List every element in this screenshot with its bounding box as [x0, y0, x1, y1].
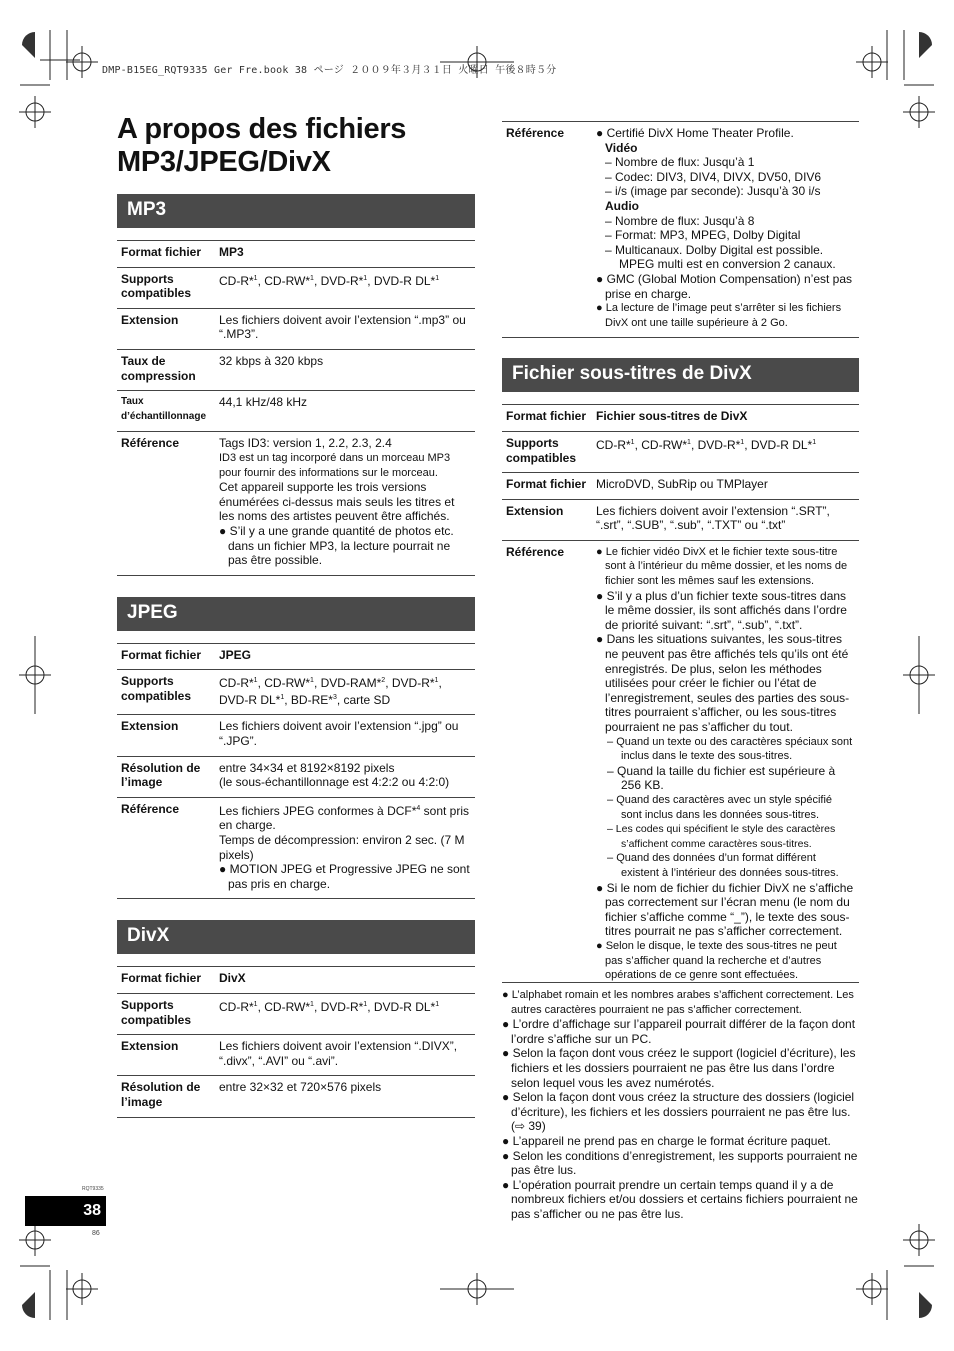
row-value — [592, 122, 859, 338]
table-row — [117, 967, 475, 994]
ref-line: Cet appareil supporte les trois versions énumérées ci-dessus mais seuls les titres et les noms des artistes peuvent être affichés. — [219, 480, 455, 524]
ref-bullet: ● Si le nom de fichier du fichier DivX ne s’affiche pas correctement sur l’écran menu (le nom du fichier s’affiche comme “_”), le texte des sous-titres pourrait ne pas s’afficher correctement. — [596, 880, 854, 939]
row-value — [215, 432, 475, 575]
table-row — [117, 432, 475, 575]
row-label: Extension — [117, 1035, 215, 1076]
row-label: Extension — [117, 715, 215, 756]
jpeg-spec-table — [117, 643, 475, 900]
ref-bullet: ● S’il y a une grande quantité de photos etc. dans un fichier MP3, la lecture pourrait ne pas être possible. — [219, 523, 454, 568]
row-label: Référence — [117, 797, 215, 899]
ref-dash: – Les codes qui spécifient le style des caractères s’affichent comme caractères sous-titres. — [607, 823, 836, 850]
row-value: Les fichiers doivent avoir l’extension “.mp3” ou “.MP3”. — [215, 308, 475, 349]
table-row — [502, 473, 859, 500]
row-label: Supports compatibles — [117, 267, 215, 308]
row-value: Les fichiers doivent avoir l’extension “.jpg” ou “.JPG”. — [215, 715, 475, 756]
table-row — [117, 670, 475, 715]
table-row — [117, 1076, 475, 1117]
ref-dash: – Codec: DIV3, DIV4, DIVX, DV50, DIV6 — [605, 169, 822, 184]
note-item: ● L’alphabet romain et les nombres arabes s’affichent correctement. Les autres caractères pourraient ne pas s’afficher correctement. — [502, 989, 854, 1016]
ref-bullet: ● Certifié DivX Home Theater Profile. — [596, 126, 794, 140]
general-notes — [502, 982, 859, 1222]
row-value: CD-R*$^1$, CD-RW*$^1$, DVD-R*$^1$, DVD-R DL*$^1$ — [592, 431, 859, 472]
ref-bullet: ● Le fichier vidéo DivX et le fichier texte sous-titre sont à l’intérieur du même dossier, et les noms de fichier sont les mêmes sauf les extensions. — [596, 545, 848, 588]
right-column — [502, 121, 859, 990]
row-label: Format fichier — [117, 967, 215, 994]
row-label: Supports compatibles — [502, 431, 592, 472]
ref-dash: – i/s (image par seconde): Jusqu’à 30 i/s — [605, 184, 821, 199]
row-label: Format fichier — [117, 241, 215, 268]
section-heading-mp3: MP3 — [117, 194, 475, 228]
row-label: Format fichier — [117, 643, 215, 670]
row-value: CD-R*$^1$, CD-RW*$^1$, DVD-RAM*$^2$, DVD-R*$^1$, DVD-R DL*$^1$, BD-RE*$^3$, carte SD — [215, 670, 475, 715]
ref-dash: – Quand des caractères avec un style spécifié sont inclus dans les données sous-titres. — [607, 793, 833, 821]
res-line: (le sous-échantillonnage est 4:2:2 ou 4:2:0) — [219, 775, 450, 790]
row-label: Supports compatibles — [117, 670, 215, 715]
row-value: DivX — [215, 967, 475, 994]
row-label: Supports compatibles — [117, 994, 215, 1035]
section-heading-jpeg: JPEG — [117, 597, 475, 631]
res-line: entre 34×34 et 8192×8192 pixels — [219, 760, 395, 775]
ref-dash: – Quand un texte ou des caractères spéciaux sont inclus dans le texte des sous-titres. — [607, 735, 853, 763]
note-item: ● L’appareil ne prend pas en charge le format écriture paquet. — [502, 1133, 831, 1148]
table-row — [117, 643, 475, 670]
row-label: Référence — [117, 432, 215, 575]
row-value: Les fichiers doivent avoir l’extension “.SRT”, “.srt”, “.SUB”, “.sub”, “.TXT” ou “.txt” — [592, 499, 859, 540]
mp3-spec-table — [117, 240, 475, 576]
print-header: DMP-B15EG_RQT9335 Ger Fre.book 38 ページ ２００９年３月３１日 火曜日 午後８時５分 — [102, 65, 557, 76]
ref-bullet: ● Dans les situations suivantes, les sous-titres ne peuvent pas être affichés tels qu’ils ont été enregistrés. De plus, selon les méthodes utilisées pour créer le fichier ou l’état de l’enregistrement, seules des parties des sous-titres pourraient s’afficher, ou les sous-titres pourraient ne pas s’afficher du tout. — [596, 632, 850, 734]
row-label: Référence — [506, 544, 565, 559]
alt-page-number: 86 — [92, 1230, 100, 1237]
note-item: ● L’ordre d’affichage sur l’appareil pourrait différer de la façon dont l’ordre s’affiche sur un PC. — [502, 1017, 856, 1046]
ref-line: Les fichiers JPEG conformes à DCF*$^4$ sont pris en charge. — [219, 803, 469, 833]
divx-reference-table — [502, 121, 859, 338]
note-item: ● Selon les conditions d’enregistrement, les supports pourraient ne pas être lus. — [502, 1148, 858, 1178]
subtitles-spec-table — [502, 404, 859, 989]
table-row — [117, 797, 475, 899]
note-item: ● Selon la façon dont vous créez le support (logiciel d’écriture), les fichiers et les dossiers pourraient ne pas être lus dans l’ordre selon lequel vous les avez numérotés. — [502, 1046, 856, 1090]
row-value: 44,1 kHz/48 kHz — [215, 391, 475, 432]
row-label: Extension — [502, 499, 592, 540]
table-row — [502, 540, 859, 989]
ref-bullet: ● S’il y a plus d’un fichier texte sous-titres dans le même dossier, ils sont affichés dans l’ordre de priorité suivant: “.srt”, “.sub”, “.txt”. — [596, 588, 847, 632]
row-value: CD-R*$^1$, CD-RW*$^1$, DVD-R*$^1$, DVD-R DL*$^1$ — [215, 994, 475, 1035]
row-value: MP3 — [215, 241, 475, 268]
note-item: ● Selon la façon dont vous créez la structure des dossiers (logiciel d’écriture), les fichiers et les dossiers pourraient ne pas être lus. (⇨ 39) — [502, 1090, 855, 1134]
ref-dash: – Format: MP3, MPEG, Dolby Digital — [605, 228, 801, 243]
row-value: Fichier sous-titres de DivX — [592, 405, 859, 432]
ref-bullet: ● MOTION JPEG et Progressive JPEG ne sont pas pris en charge. — [219, 862, 470, 891]
page-number: 38 — [25, 1196, 106, 1226]
table-row — [117, 349, 475, 390]
table-row — [117, 241, 475, 268]
row-label: Taux d’échantillonnage — [117, 391, 215, 432]
divx-spec-table — [117, 966, 475, 1117]
ref-bullet: ● Selon le disque, le texte des sous-titres ne peut pas s’afficher quand la recherche et d’autres opérations de ce genre sont effectuées. — [596, 939, 837, 982]
row-label: Résolution de l’image — [117, 1076, 215, 1117]
table-row — [502, 431, 859, 472]
ref-subheading: Vidéo — [605, 140, 638, 155]
table-row — [117, 756, 475, 797]
row-value: MicroDVD, SubRip ou TMPlayer — [592, 473, 859, 500]
ref-bullet: ● GMC (Global Motion Compensation) n’est pas prise en charge. — [596, 271, 853, 301]
row-value: CD-R*$^1$, CD-RW*$^1$, DVD-R*$^1$, DVD-R DL*$^1$ — [215, 267, 475, 308]
row-label: Taux de compression — [117, 349, 215, 390]
page-title: A propos des fichiers MP3/JPEG/DivX — [117, 113, 407, 178]
row-label: Résolution de l’image — [117, 756, 215, 797]
table-row — [502, 499, 859, 540]
section-heading-subtitles: Fichier sous-titres de DivX — [502, 358, 859, 392]
table-row — [117, 308, 475, 349]
table-row — [117, 994, 475, 1035]
row-value — [215, 756, 475, 797]
row-value — [592, 540, 859, 989]
section-heading-divx: DivX — [117, 920, 475, 954]
table-row — [117, 1035, 475, 1076]
model-code: RQT9335 — [82, 1186, 104, 1192]
row-value — [215, 797, 475, 899]
ref-line: Tags ID3: version 1, 2.2, 2.3, 2.4 — [219, 436, 392, 451]
table-row — [117, 267, 475, 308]
ref-bullet: ● La lecture de l’image peut s’arrêter si les fichiers DivX ont une taille supérieure à 2 Go. — [596, 302, 842, 329]
ref-dash: – Quand la taille du fichier est supérieure à 256 KB. — [607, 763, 836, 793]
table-row — [117, 715, 475, 756]
ref-subheading: Audio — [605, 198, 639, 213]
ref-dash: – Nombre de flux: Jusqu’à 8 — [605, 213, 755, 228]
table-row — [502, 122, 859, 338]
ref-line: ID3 est un tag incorporé dans un morceau MP3 pour fournir des informations sur le morceau. — [219, 451, 451, 479]
row-value: 32 kbps à 320 kbps — [215, 349, 475, 390]
ref-line: Temps de décompression: environ 2 sec. (7 M pixels) — [219, 833, 465, 862]
row-value: entre 32×32 et 720×576 pixels — [215, 1076, 475, 1117]
row-label: Extension — [117, 308, 215, 349]
ref-dash: – Multicanaux. Dolby Digital est possible. MPEG multi est en conversion 2 canaux. — [605, 242, 836, 272]
ref-dash: – Quand des données d’un format différent existent à l’intérieur des données sous-titres. — [607, 852, 839, 879]
table-row — [117, 391, 475, 432]
row-value: JPEG — [215, 643, 475, 670]
table-row — [502, 405, 859, 432]
left-column — [117, 194, 475, 1118]
row-label: Référence — [502, 122, 592, 338]
row-value: Les fichiers doivent avoir l’extension “.DIVX”, “.divx”, “.AVI” ou “.avi”. — [215, 1035, 475, 1076]
row-label: Format fichier — [502, 473, 592, 500]
note-item: ● L’opération pourrait prendre un certain temps quand il y a de nombreux fichiers et/ou dossiers et certains fichiers pourraient ne pas s’afficher ou ne pas être lus. — [502, 1177, 858, 1221]
ref-dash: – Nombre de flux: Jusqu’à 1 — [605, 155, 755, 170]
row-label: Format fichier — [502, 405, 592, 432]
